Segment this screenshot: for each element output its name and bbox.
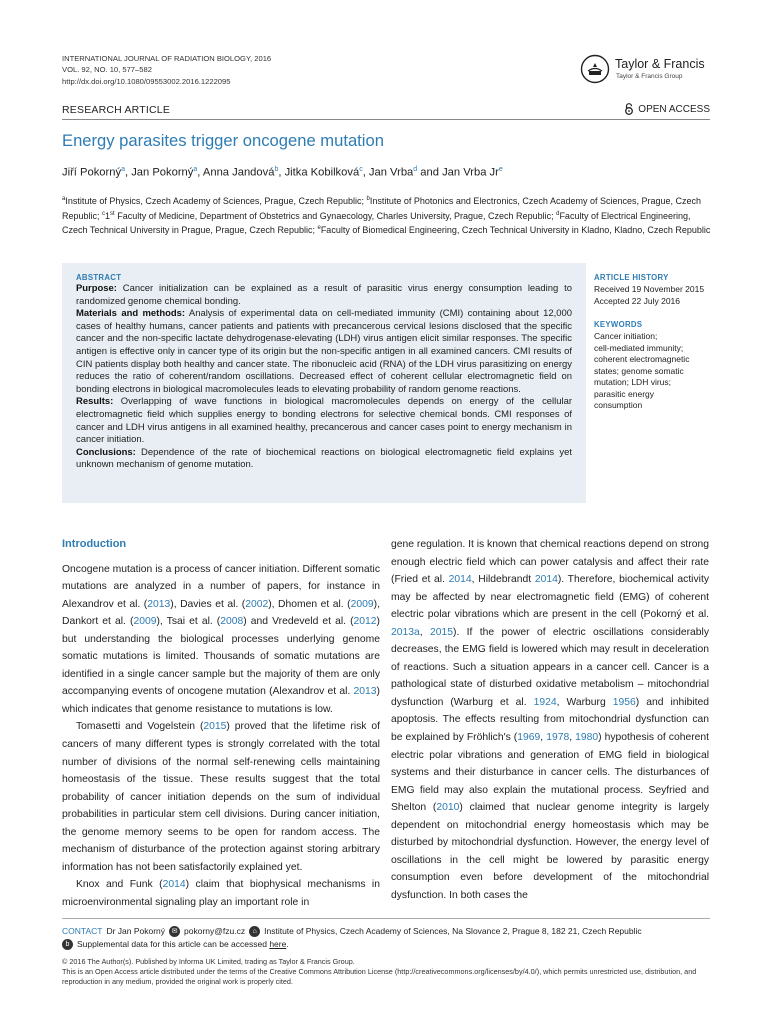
journal-doi[interactable]: http://dx.doi.org/10.1080/09553002.2016.1222095 xyxy=(62,76,231,86)
citation-link[interactable]: 2015 xyxy=(429,626,453,638)
citation-link[interactable]: 2008 xyxy=(220,616,244,628)
abstract-results-label: Results: xyxy=(76,396,114,408)
article-sidebar xyxy=(594,273,714,412)
copyright-line-2: This is an Open Access article distributed under the terms of the Creative Commons Attribution License (http://creativecommons.org/licenses/by/4.0/), which permits unrestricted use, distribution, and reproduction in any medium, provided the original work is properly cited. xyxy=(62,967,697,986)
intro-paragraph-1: Oncogene mutation is a process of cancer initiation. Different somatic mutations are analyzed in a number of papers, for instance in Alexandrov et al. (2013), Davies et al. (2002), Dhomen et al. (2009), Dankort et al. (2009), Tsai et al. (2008) and Vredeveld et al. (2012) but understanding the biological processes underlying genome somatic mutations is limited. Thousands of somatic mutations are identified in a single cancer sample but the majority of them are only accompanying events of oncogene mutation (Alexandrov et al. 2013) which indicates that genome resistance to mutations is low. xyxy=(62,563,380,715)
citation-link[interactable]: 2013 xyxy=(353,686,377,698)
supplemental-link[interactable]: here xyxy=(269,939,287,949)
right-column xyxy=(391,536,709,904)
contact-label: CONTACT xyxy=(62,926,103,936)
citation-link[interactable]: 2009 xyxy=(133,616,157,628)
abstract-purpose: Cancer initialization can be explained as a result of parasitic virus energy consumption leading to randomized genome chemical bonding. xyxy=(76,283,572,307)
author-affiliation-mark: e xyxy=(498,166,503,173)
abstract-conclusions-label: Conclusions: xyxy=(76,446,136,458)
affiliation-c-prefix: 1st xyxy=(105,210,115,221)
header-divider xyxy=(62,119,710,120)
citation-link[interactable]: 2014 xyxy=(162,879,186,891)
publisher-logo xyxy=(580,54,710,88)
address-icon: ⌂ xyxy=(249,926,260,937)
citation-link[interactable]: 2014 xyxy=(448,574,472,586)
author-name: Jan Vrba xyxy=(368,166,414,179)
abstract-conclusions: Dependence of the rate of biochemical reactions on biological electromagnetic field explains yet unknown mechanism of genome mutation. xyxy=(76,446,572,471)
keyword-line: Cancer initiation; xyxy=(594,331,658,341)
citation-link[interactable]: 2015 xyxy=(203,721,227,733)
supplemental-icon: b xyxy=(62,939,73,950)
citation-link[interactable]: 2013a xyxy=(391,626,420,638)
contact-name: Dr Jan Pokorný xyxy=(106,926,166,936)
affiliations: $^a$Institute of Physics, Czech Academy of Sciences, Prague, Czech Republic; $^b$Institute of Photonics and Electronics, Czech Academy of Sciences, Prague, Czech Republic; $^c$1st Faculty of Medicine, Department of Obstetrics and Gynaecology, Charles University, Prague, Czech Republic; $^d$Faculty of Electrical Engineering, Czech Technical University in Prague, Prague, Czech Republic; $^e$Faculty of Biomedical Engineering, Czech Technical University in Kladno, Kladno, Czech Republic xyxy=(62,196,711,236)
citation-link[interactable]: 1969 xyxy=(517,732,541,744)
abstract-heading: ABSTRACT xyxy=(76,273,122,282)
citation-link[interactable]: 2013 xyxy=(147,598,171,610)
author-affiliation-mark: c xyxy=(359,166,363,173)
footer-divider xyxy=(62,918,710,919)
supplemental-end: . xyxy=(286,939,289,949)
intro-paragraph-3: Knox and Funk (2014) claim that biophysical mechanisms in microenvironmental signaling play an important role in xyxy=(62,879,380,908)
article-accepted: Accepted 22 July 2016 xyxy=(594,295,681,306)
keyword-line: cell-mediated immunity; xyxy=(594,342,684,353)
citation-link[interactable]: 1956 xyxy=(612,696,636,708)
citation-link[interactable]: 2014 xyxy=(534,574,558,586)
citation-link[interactable]: 2010 xyxy=(436,802,460,814)
keywords-heading: KEYWORDS xyxy=(594,320,643,329)
author-affiliation-mark: b xyxy=(274,166,279,173)
author-name: Jiří Pokorný xyxy=(62,166,122,179)
open-lock-icon xyxy=(624,103,634,115)
citation-link[interactable]: 2012 xyxy=(353,616,377,628)
affiliation-a: Institute of Physics, Czech Academy of Sciences, Prague, Czech Republic; xyxy=(65,196,367,206)
citation-link[interactable]: 2009 xyxy=(350,598,374,610)
affiliation-e: Faculty of Biomedical Engineering, Czech Technical University in Kladno, Kladno, Czech Republic xyxy=(320,225,711,236)
copyright-line-1: © 2016 The Author(s). Published by Informa UK Limited, trading as Taylor & Francis Group. xyxy=(62,957,355,966)
article-type: RESEARCH ARTICLE xyxy=(62,104,171,116)
supplemental-text: Supplemental data for this article can be accessed xyxy=(77,939,270,949)
author-name: Jan Vrba Jr xyxy=(442,166,499,179)
keyword-line: mutation; LDH virus; xyxy=(594,377,671,387)
keyword-line: consumption xyxy=(594,400,643,410)
keyword-line: parasitic energy xyxy=(594,388,655,399)
journal-volume: VOL. 92, NO. 10, 577–582 xyxy=(62,65,152,75)
open-access-badge xyxy=(624,103,710,115)
author-list: Jiří Pokorný$^a$, Jan Pokorný$^a$, Anna Jandová$^b$, Jitka Kobilková$^c$, Jan Vrba$^d$ and Jan Vrba Jr$^e$ xyxy=(62,166,503,179)
citation-link[interactable]: 1924 xyxy=(533,696,557,708)
publisher-name: Taylor & Francis xyxy=(615,57,705,71)
left-column xyxy=(62,536,380,911)
affiliation-d: Faculty of Electrical Engineering, Czech Technical University in Prague, Prague, Czech Republic; xyxy=(62,210,691,236)
contact-email[interactable]: pokorny@fzu.cz xyxy=(184,926,246,936)
author-name: Jitka Kobilková xyxy=(284,166,360,179)
author-name: Jan Pokorný xyxy=(131,166,194,179)
journal-name: INTERNATIONAL JOURNAL OF RADIATION BIOLOGY, 2016 xyxy=(62,54,272,63)
contact-address: Institute of Physics, Czech Academy of Sciences, Na Slovance 2, Prague 8, 182 21, Czech Republic xyxy=(264,926,642,936)
citation-link[interactable]: 1978 xyxy=(546,732,570,744)
affiliation-c: Faculty of Medicine, Department of Obstetrics and Gynaecology, Charles University, Prague, Czech Republic; xyxy=(114,210,557,221)
publisher-emblem-icon xyxy=(580,54,610,84)
author-affiliation-mark: a xyxy=(121,166,125,173)
intro-paragraph-2: Tomasetti and Vogelstein (2015) proved that the lifetime risk of cancers of many different types is strongly correlated with the total number of divisions of the normal self-renewing cells maintaining homeostasis of the tissue. These results suggest that the total probability of cancer initiation depends on the sum of individual probabilities in particular stem cell divisions. During cancer initiation, the genome memory seems to be open for random access. The mechanism of disturbance of the protection against storing arbitrary information has not been satisfactorily explained yet. xyxy=(62,721,380,873)
citation-link[interactable]: 1980 xyxy=(575,732,599,744)
intro-paragraph-right: gene regulation. It is known that chemical reactions depend on strong enough electric field which can power catalysis and affect their rate (Fried et al. 2014, Hildebrandt 2014). Therefore, biochemical activity may be affected by near electromagnetic field (EMG) of coherent electric polar vibrations which are present in the cell (Pokorný et al. 2013a, 2015). If the power of electric oscillations considerably decreases, the EMG field is lowered which may result in deceleration of reactions. Such a situation appears in a cancer cell. Cancer is a pathological state of disturbed oxidative metabolism – mitochondrial dysfunction (Warburg et al. 1924, Warburg 1956) and inhibited apoptosis. The effects resulting from mitochondrial dysfunction can be explained by Fröhlich's (1969, 1978, 1980) hypothesis of coherent electric polar vibrations and generation of EMG field in biological systems and their disturbance in cancer cells. The disturbances of EMG field may also explain the mutational process. Seyfried and Shelton (2010) claimed that nuclear genome integrity is largely dependent on mitochondrial energy homeostasis which may be disturbed by mitochondrial dysfunction. However, the energy level of oscillations in the cell might be lowered by parasitic energy consumption even before development of the mitochondrial dysfunction. In both cases the xyxy=(391,539,710,901)
abstract-methods-label: Materials and methods: xyxy=(76,308,186,320)
contact-block xyxy=(62,925,712,951)
citation-link[interactable]: 2002 xyxy=(245,598,269,610)
journal-info xyxy=(62,53,271,87)
publisher-group: Taylor & Francis Group xyxy=(616,73,683,80)
open-access-label: OPEN ACCESS xyxy=(638,103,710,115)
article-received: Received 19 November 2015 xyxy=(594,284,705,294)
author-name: Anna Jandová xyxy=(202,166,275,179)
email-icon: ✉ xyxy=(169,926,180,937)
copyright-block xyxy=(62,957,712,987)
contact-row xyxy=(62,925,712,938)
article-history-heading: ARTICLE HISTORY xyxy=(594,273,669,282)
abstract-body xyxy=(76,283,572,472)
abstract-results: Overlapping of wave functions in biological macromolecules depends on energy of the cellular electromagnetic field which supplies energy to bonding electrons for selective chemical bonds. CMI responses of cancer and LDH virus antigens in all examined healthy, precancerous and cancer cases point to energy mechanism in cancer initiation. xyxy=(76,396,572,446)
supplemental-row xyxy=(62,938,712,951)
keywords-list xyxy=(594,331,714,412)
keyword-line: states; genome somatic xyxy=(594,365,684,376)
abstract-box xyxy=(62,263,586,503)
abstract-purpose-label: Purpose: xyxy=(76,283,117,294)
affiliation-b: Institute of Photonics and Electronics, Czech Academy of Sciences, Prague, Czech Republic; xyxy=(62,196,702,221)
author-affiliation-mark: a xyxy=(193,166,198,173)
article-title: Energy parasites trigger oncogene mutation xyxy=(62,131,384,150)
abstract-methods: Analysis of experimental data on cell-mediated immunity (CMI) containing about 12,000 cases of healthy humans, cancer patients and patients with precancerous cervical lesions disclosed that the specific cancer and the non-specific lactate dehydrogenase-elevating (LDH) virus antigen elicit similar responses. The specific antigen is effective only in cancer type of its origin but the non-specific antigen in all examined cancers. CMI results of CIN patients display both healthy and cancer state. The ribonucleic acid (RNA) of the LDH virus parasitizing on energy reduces the ratio of coherent/random oscillations. Decreased effect of coherent cellular electromagnetic field on bonding electrons in biological macromolecules leads to elevating probability of random genome reactions. xyxy=(76,308,572,395)
author-affiliation-mark: d xyxy=(413,166,418,173)
introduction-heading: Introduction xyxy=(62,538,127,550)
keyword-line: coherent electromagnetic xyxy=(594,354,690,364)
